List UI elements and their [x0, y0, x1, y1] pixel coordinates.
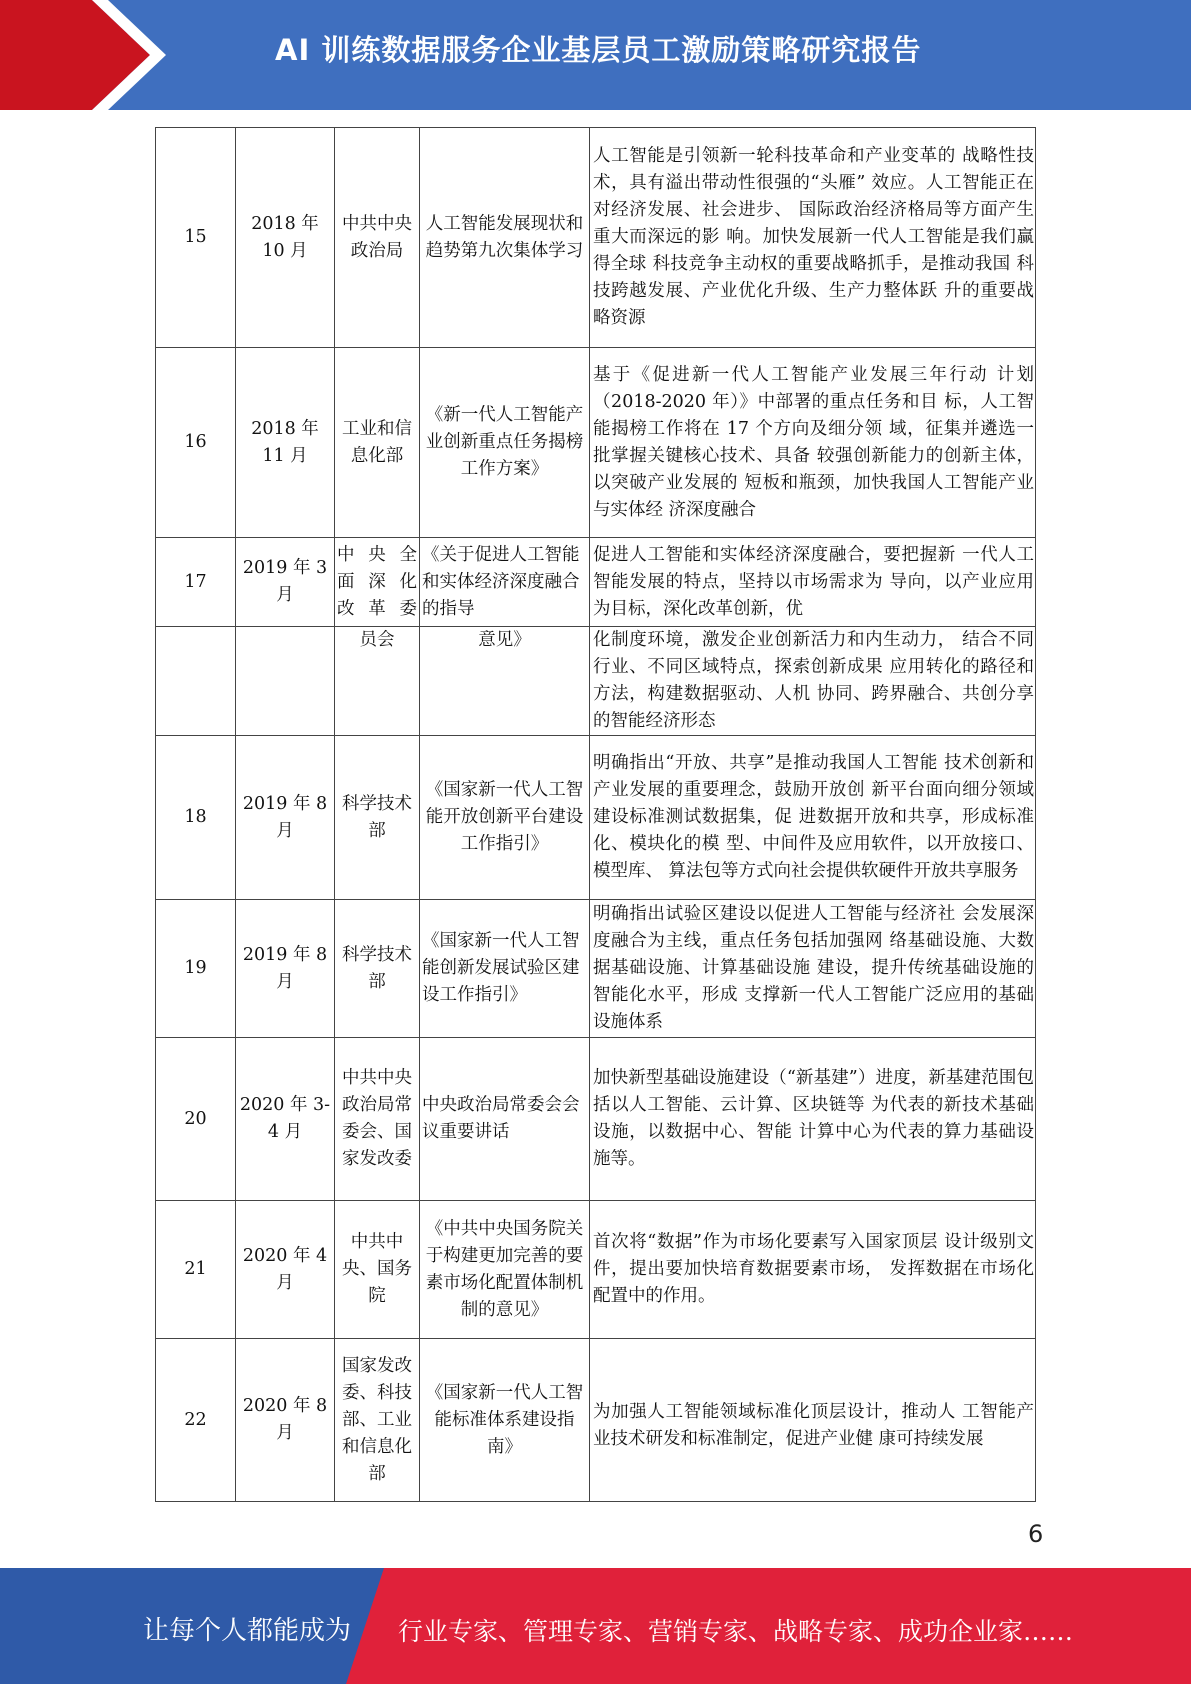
row-date: [236, 627, 335, 736]
row-document: 意见》: [420, 627, 590, 736]
row-department: 科学技术部: [335, 736, 420, 900]
row-description: 明确指出试验区建设以促进人工智能与经济社 会发展深度融合为主线，重点任务包括加强网 络基础设施、大数据基础设施、计算基础设施 建设，提升传统基础设施的智能化水平，形成 支撑新一代人工智能广泛应用的基础设施体系: [590, 900, 1036, 1038]
table-row: [156, 1339, 1036, 1502]
row-date: 2018 年 11 月: [236, 348, 335, 538]
row-department: 中共中央政治局: [335, 128, 420, 348]
report-title: AI 训练数据服务企业基层员工激励策略研究报告: [275, 33, 922, 67]
table-row: [156, 1201, 1036, 1339]
row-description: 化制度环境，激发企业创新活力和内生动力， 结合不同行业、不同区域特点，探索创新成果 应用转化的路径和方法，构建数据驱动、人机 协同、跨界融合、共创分享的智能经济形态: [590, 627, 1036, 736]
row-description: 首次将“数据”作为市场化要素写入国家顶层 设计级别文件，提出要加快培育数据要素市场， 发挥数据在市场化配置中的作用。: [590, 1201, 1036, 1339]
row-document: 《国家新一代人工智能开放创新平台建设工作指引》: [420, 736, 590, 900]
row-department: 国家发改委、科技部、工业和信息化部: [335, 1339, 420, 1502]
page-footer: [0, 1568, 1191, 1684]
row-number: 18: [156, 736, 236, 900]
row-number: 16: [156, 348, 236, 538]
row-document: 《国家新一代人工智能标准体系建设指南》: [420, 1339, 590, 1502]
row-number: 17: [156, 538, 236, 627]
table-row: [156, 900, 1036, 1038]
footer-slogan-right: 行业专家、管理专家、营销专家、战略专家、成功企业家……: [398, 1617, 1074, 1646]
row-description: 基于《促进新一代人工智能产业发展三年行动 计划（2018-2020 年）》中部署的重点任务和目 标，人工智能揭榜工作将在 17 个方向及细分领 域，征集并遴选一批掌握关键核心技术、具备 较强创新能力的创新主体，以突破产业发展的 短板和瓶颈，加快我国人工智能产业与实体经 济深度融合: [590, 348, 1036, 538]
row-description: 加快新型基础设施建设（“新基建”）进度，新基建范围包括以人工智能、云计算、区块链等 为代表的新技术基础设施，以数据中心、智能 计算中心为代表的算力基础设施等。: [590, 1038, 1036, 1201]
row-date: 2018 年 10 月: [236, 128, 335, 348]
row-date: 2019 年 8 月: [236, 900, 335, 1038]
row-department: 中共中央政治局常委会、国家发改委: [335, 1038, 420, 1201]
table-row: [156, 128, 1036, 348]
row-date: 2020 年 8 月: [236, 1339, 335, 1502]
table-row: [156, 348, 1036, 538]
row-document: 《国家新一代人工智能创新发展试验区建设工作指引》: [420, 900, 590, 1038]
row-number: 15: [156, 128, 236, 348]
row-department: 中 央 全 面 深 化 改革委: [335, 538, 420, 627]
row-description: 促进人工智能和实体经济深度融合，要把握新 一代人工智能发展的特点，坚持以市场需求为 导向，以产业应用为目标，深化改革创新，优: [590, 538, 1036, 627]
row-department: 员会: [335, 627, 420, 736]
header-red-arrow: [0, 0, 150, 110]
row-number: 19: [156, 900, 236, 1038]
table-row: [156, 1038, 1036, 1201]
row-department: 工业和信息化部: [335, 348, 420, 538]
row-description: 为加强人工智能领域标准化顶层设计，推动人 工智能产业技术研发和标准制定，促进产业健 康可持续发展: [590, 1339, 1036, 1502]
row-date: 2020 年 4 月: [236, 1201, 335, 1339]
row-number: 22: [156, 1339, 236, 1502]
row-department: 中共中央、国务院: [335, 1201, 420, 1339]
row-document: 《关于促进人工智能和实体经济深度融合的指导: [420, 538, 590, 627]
row-date: 2019 年 8 月: [236, 736, 335, 900]
row-number: [156, 627, 236, 736]
table-row: [156, 538, 1036, 627]
row-document: 《新一代人工智能产业创新重点任务揭榜工作方案》: [420, 348, 590, 538]
row-number: 20: [156, 1038, 236, 1201]
footer-slogan-left: 让每个人都能成为: [143, 1616, 352, 1646]
row-description: 人工智能是引领新一轮科技革命和产业变革的 战略性技术，具有溢出带动性很强的“头雁” 效应。人工智能正在对经济发展、社会进步、 国际政治经济格局等方面产生重大而深远的影 响。加快发展新一代人工智能是我们赢得全球 科技竞争主动权的重要战略抓手，是推动我国 科技跨越发展、产业优化升级、生产力整体跃 升的重要战略资源: [590, 128, 1036, 348]
row-description: 明确指出“开放、共享”是推动我国人工智能 技术创新和产业发展的重要理念，鼓励开放创 新平台面向细分领域建设标准测试数据集，促 进数据开放和共享，形成标准化、模块化的模 型、中间件及应用软件，以开放接口、模型库、 算法包等方式向社会提供软硬件开放共享服务: [590, 736, 1036, 900]
page-header: [0, 0, 1191, 110]
row-document: 中央政治局常委会会议重要讲话: [420, 1038, 590, 1201]
row-number: 21: [156, 1201, 236, 1339]
row-department: 科学技术部: [335, 900, 420, 1038]
row-date: 2019 年 3 月: [236, 538, 335, 627]
row-document: 人工智能发展现状和趋势第九次集体学习: [420, 128, 590, 348]
row-document: 《中共中央国务院关于构建更加完善的要素市场化配置体制机制的意见》: [420, 1201, 590, 1339]
page-number: 6: [1028, 1520, 1044, 1548]
policy-table: [155, 127, 1036, 1502]
table-row: [156, 627, 1036, 736]
row-date: 2020 年 3-4 月: [236, 1038, 335, 1201]
table-row: [156, 736, 1036, 900]
